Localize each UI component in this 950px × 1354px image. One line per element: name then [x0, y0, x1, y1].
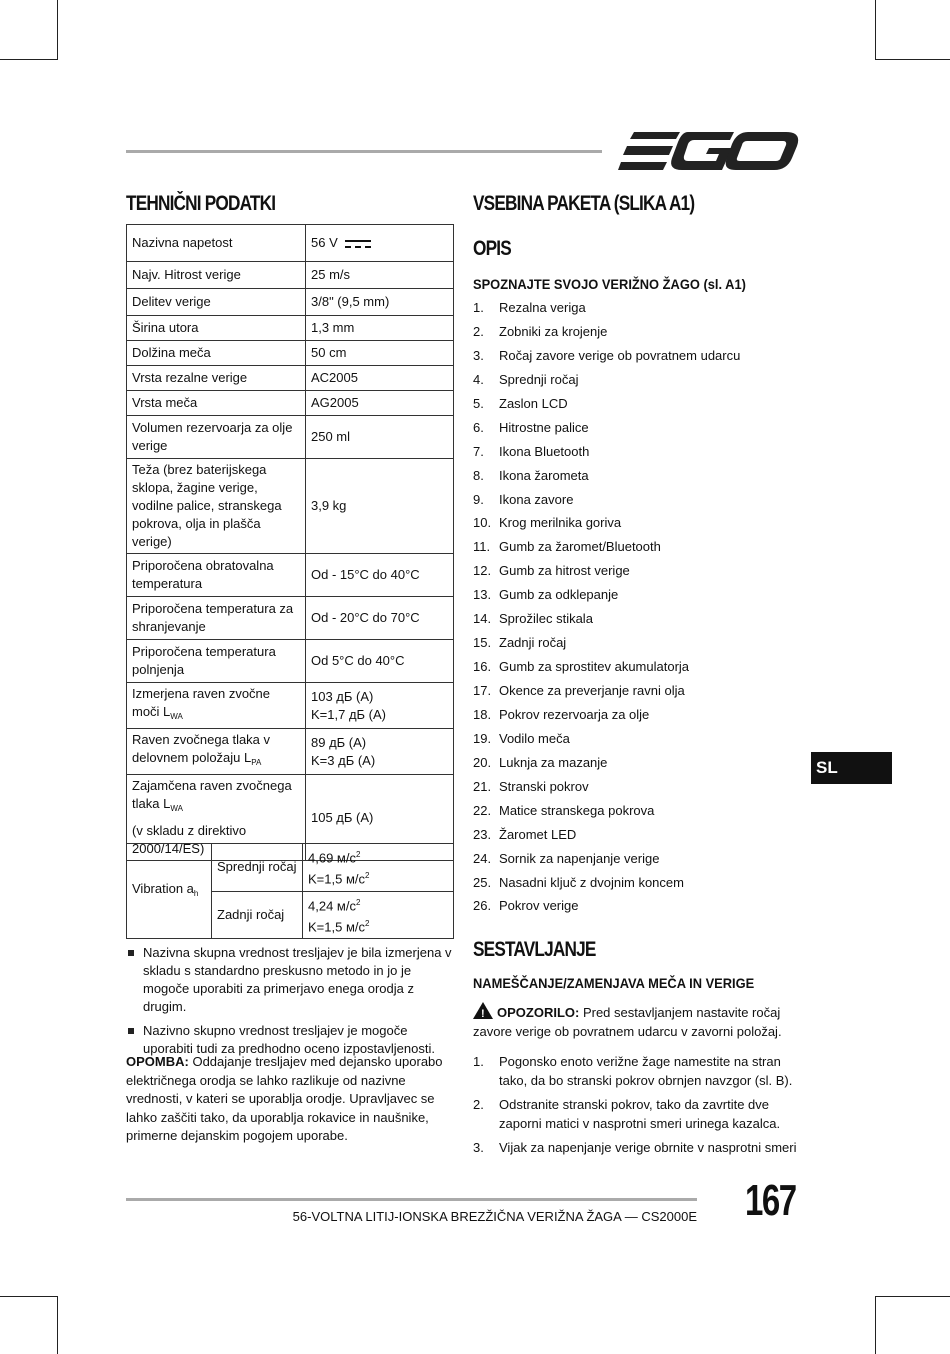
spec-value: 56 V: [306, 225, 454, 262]
list-item: 16. Gumb za sprostitev akumulatorja: [473, 659, 690, 675]
spec-label: Raven zvočnega tlaka v delovnem položaju $L_{PA}$: [127, 729, 306, 775]
spec-value: 1,3 mm: [306, 316, 454, 341]
dc-symbol-icon: [345, 239, 371, 249]
list-item: 20. Luknja za mazanje: [473, 754, 608, 770]
table-row: [127, 459, 454, 554]
spec-label: Priporočena obratovalna temperatura: [127, 554, 306, 597]
list-item: 25. Nasadni ključ z dvojnim koncem: [473, 874, 684, 890]
list-item: 3. Ročaj zavore verige ob povratnem udarcu: [473, 347, 741, 363]
table-row: [127, 640, 454, 683]
spec-label: Najv. Hitrost verige: [127, 262, 306, 289]
vibration-notes: [126, 944, 456, 1064]
list-item: 3. Vijak za napenjanje verige obrnite v nasprotni smeri: [473, 1140, 797, 1155]
vibration-front-value: 4,69 $м/с^2$ K=1,5 $м/с^2$: [303, 844, 454, 892]
footer-rule: [126, 1198, 697, 1201]
assembly-steps: [473, 1053, 803, 1164]
parts-list: [473, 298, 803, 920]
spec-value: AG2005: [306, 391, 454, 416]
table-row: [127, 262, 454, 289]
spec-value: 3/8" (9,5 mm): [306, 289, 454, 316]
spec-value: Od 5°C do 40°C: [306, 640, 454, 683]
list-item: 22. Matice stranskega pokrova: [473, 802, 655, 818]
list-item: 18. Pokrov rezervoarja za olje: [473, 706, 650, 722]
table-row: [127, 225, 454, 262]
spec-label: Širina utora: [127, 316, 306, 341]
spec-value: 250 ml: [306, 416, 454, 459]
vibration-rear-value: 4,24 $м/с^2$ K=1,5 $м/с^2$: [303, 891, 454, 939]
vibration-rear-label: Zadnji ročaj: [212, 891, 303, 939]
list-item: 11. Gumb za žaromet/Bluetooth: [473, 539, 661, 555]
spec-label: Zajamčena raven zvočnega tlaka $L_{WA}$ (v skladu z direktivo 2000/14/ES): [127, 775, 306, 861]
list-item: 26. Pokrov verige: [473, 898, 579, 914]
list-item: 12. Gumb za hitrost verige: [473, 563, 630, 579]
table-row: [127, 729, 454, 775]
warning-paragraph: ! OPOZORILO: Pred sestavljanjem nastavite ročaj zavore verige ob povratnem udarcu v zavorni položaj.: [473, 1002, 803, 1041]
list-item: 6. Hitrostne palice: [473, 419, 589, 435]
footer-title: 56-VOLTNA LITIJ-IONSKA BREZŽIČNA VERIŽNA ŽAGA — CS2000E: [292, 1209, 697, 1224]
list-item: 5. Zaslon LCD: [473, 395, 568, 411]
table-row: [127, 316, 454, 341]
list-item: 4. Sprednji ročaj: [473, 371, 579, 387]
table-row: [127, 416, 454, 459]
spec-label: Vrsta meča: [127, 391, 306, 416]
list-item: 13. Gumb za odklepanje: [473, 587, 619, 603]
language-tab: SL: [811, 752, 892, 784]
list-item: Nazivno skupno vrednost tresljajev je mogoče uporabiti tudi za predhodno oceno izpostavljenosti.: [126, 1022, 456, 1058]
table-row: [127, 289, 454, 316]
spec-label: Vrsta rezalne verige: [127, 366, 306, 391]
spec-label: Dolžina meča: [127, 341, 306, 366]
list-item: 2. Odstranite stranski pokrov, tako da zavrtite dve zaporni matici v nasprotni smeri urinega kazalca.: [473, 1097, 781, 1131]
vibration-label: Vibration $a_h$: [127, 844, 212, 939]
spec-value: Od - 20°C do 70°C: [306, 597, 454, 640]
list-item: 17. Okence za preverjanje ravni olja: [473, 683, 685, 698]
spec-label: Volumen rezervoarja za olje verige: [127, 416, 306, 459]
page-number: 167: [745, 1176, 796, 1225]
spec-value: 25 m/s: [306, 262, 454, 289]
spec-value: AC2005: [306, 366, 454, 391]
know-your-saw-heading: SPOZNAJTE SVOJO VERIŽNO ŽAGO (sl. A1): [473, 276, 746, 292]
list-item: 8. Ikona žarometa: [473, 467, 589, 483]
bar-chain-heading: NAMEŠČANJE/ZAMENJAVA MEČA IN VERIGE: [473, 975, 755, 991]
table-row: [127, 597, 454, 640]
spec-value: 3,9 kg: [306, 459, 454, 554]
spec-label: Priporočena temperatura za shranjevanje: [127, 597, 306, 640]
list-item: 7. Ikona Bluetooth: [473, 443, 590, 459]
list-item: 9. Ikona zavore: [473, 491, 574, 507]
header-rule: [126, 150, 602, 153]
list-item: Nazivna skupna vrednost tresljajev je bila izmerjena v skladu s standardno preskusno metodo in jo je mogoče uporabiti za primerjavo enega orodja z drugim.: [126, 944, 456, 1016]
list-item: 15. Zadnji ročaj: [473, 635, 567, 651]
spec-label: Nazivna napetost: [127, 225, 306, 262]
table-row: [127, 554, 454, 597]
assembly-heading: SESTAVLJANJE: [473, 938, 596, 961]
package-contents-heading: VSEBINA PAKETA (SLIKA A1): [473, 192, 695, 215]
note-paragraph: OPOMBA: Oddajanje tresljajev med dejansko uporabo električnega orodja se lahko razlikuje od nazivne vrednosti, v kateri se uporablja orodje. Upravljavec se lahko zaščiti tako, da uporablja rokavice in naušnike, primerne dejanskim pogojem uporabe.: [126, 1054, 443, 1143]
list-item: 23. Žaromet LED: [473, 826, 577, 842]
list-item: 14. Sprožilec stikala: [473, 611, 593, 627]
bullet-icon: [128, 950, 134, 956]
spec-value: 103 дБ (A) K=1,7 дБ (A): [306, 683, 454, 729]
list-item: 24. Sornik za napenjanje verige: [473, 850, 660, 866]
specs-table: [126, 224, 454, 861]
spec-value: Od - 15°C do 40°C: [306, 554, 454, 597]
spec-value: 50 cm: [306, 341, 454, 366]
ego-logo: [618, 130, 800, 172]
table-row: [127, 366, 454, 391]
table-row: [127, 391, 454, 416]
table-row: [127, 683, 454, 729]
list-item: 1. Rezalna veriga: [473, 300, 586, 315]
spec-label: Delitev verige: [127, 289, 306, 316]
spec-label: Teža (brez baterijskega sklopa, žagine verige, vodilne palice, stranskega pokrova, olja in plašča verige): [127, 459, 306, 554]
spec-value: 105 дБ (A): [306, 775, 454, 861]
list-item: 1. Pogonsko enoto verižne žage namestite na stran tako, da bo stranski pokrov obrnjen navzgor (sl. B).: [473, 1054, 793, 1088]
warning-icon: !: [473, 1002, 493, 1019]
spec-value: 89 дБ (A) K=3 дБ (A): [306, 729, 454, 775]
spec-label: Priporočena temperatura polnjenja: [127, 640, 306, 683]
list-item: 10. Krog merilnika goriva: [473, 515, 622, 531]
table-row: [127, 844, 454, 892]
list-item: 2. Zobniki za krojenje: [473, 323, 608, 339]
vibration-front-label: Sprednji ročaj: [212, 844, 303, 892]
list-item: 21. Stranski pokrov: [473, 778, 589, 794]
table-row: [127, 341, 454, 366]
list-item: 19. Vodilo meča: [473, 730, 570, 746]
bullet-icon: [128, 1028, 134, 1034]
spec-label: Izmerjena raven zvočne moči $L_{WA}$: [127, 683, 306, 729]
vibration-table: [126, 843, 454, 939]
description-heading: OPIS: [473, 237, 511, 260]
technical-data-heading: TEHNIČNI PODATKI: [126, 192, 276, 215]
